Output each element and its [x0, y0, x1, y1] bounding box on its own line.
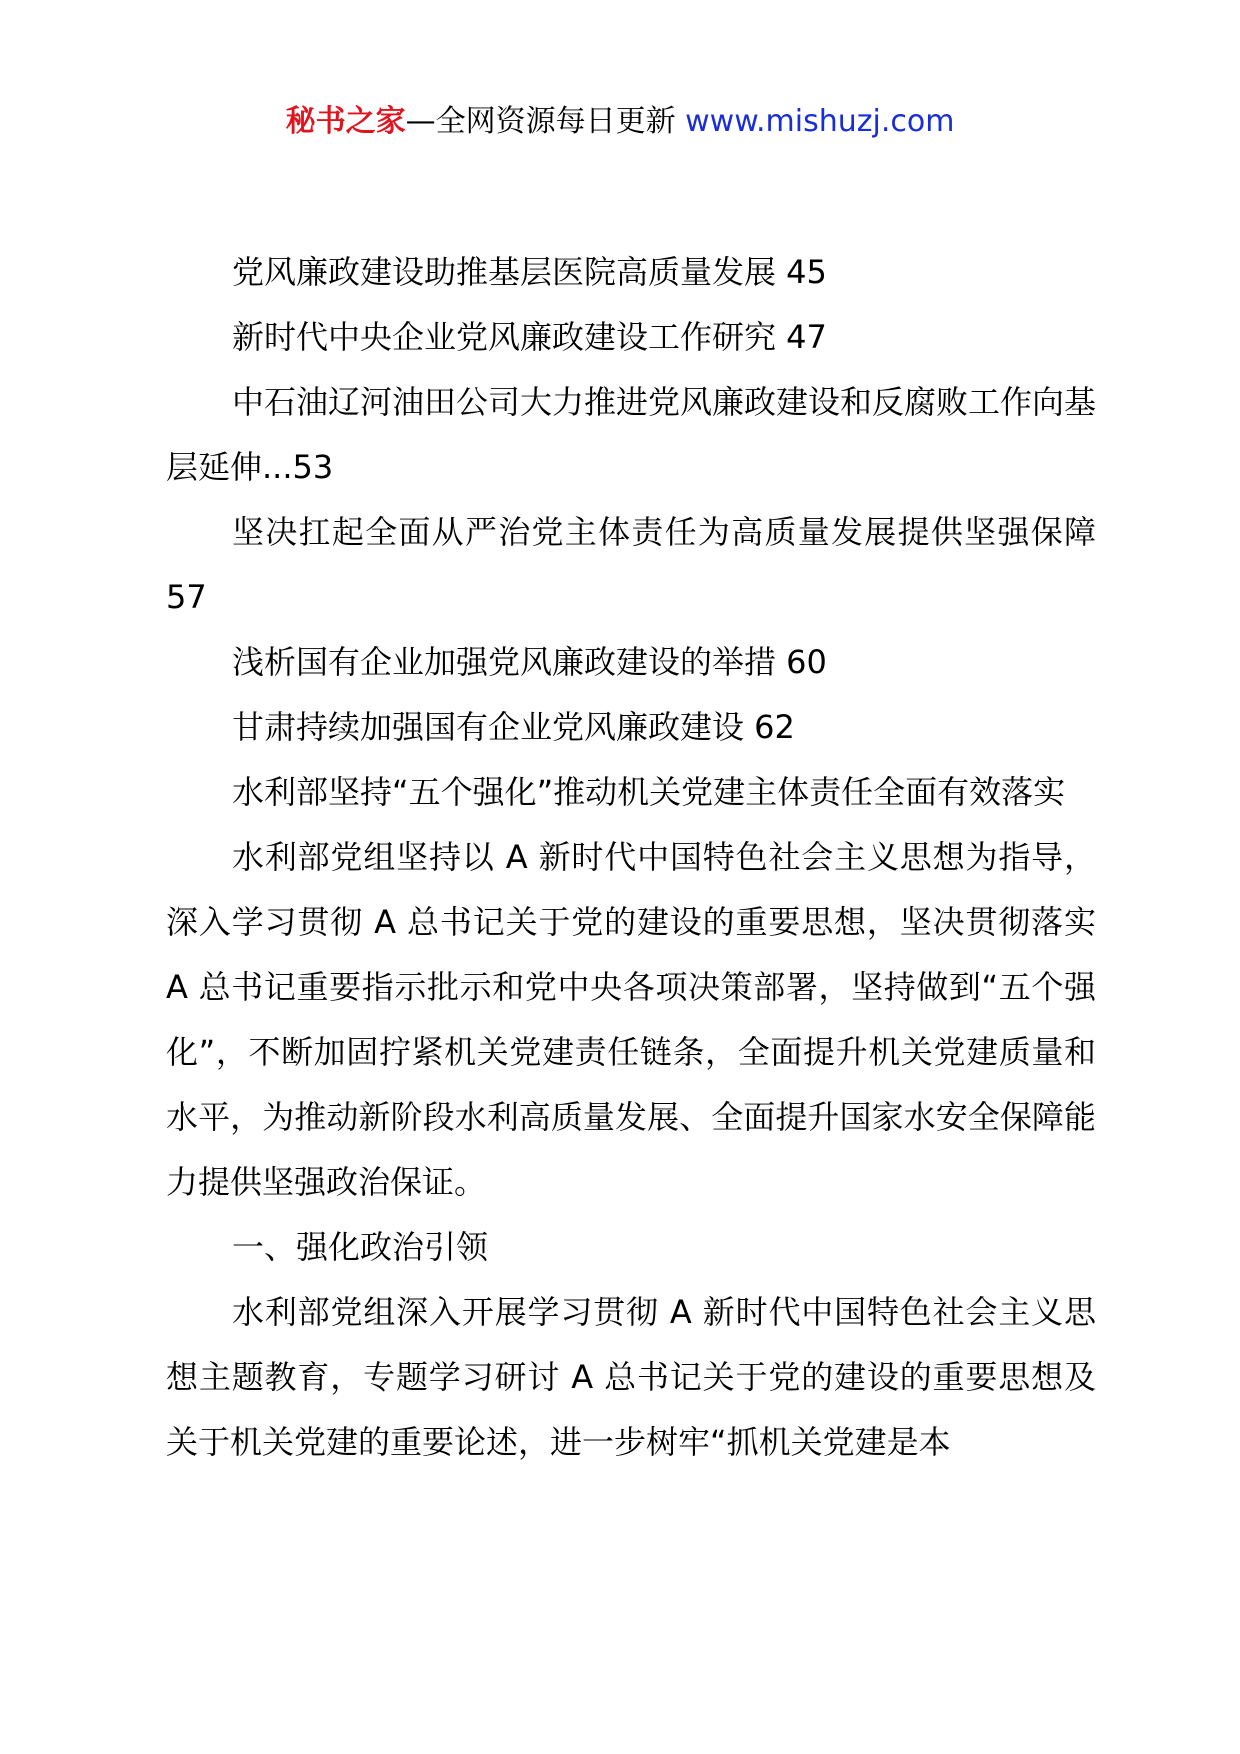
toc-entry-5: 浅析国有企业加强党风廉政建设的举措 60 — [232, 643, 827, 681]
toc-entry-3: 中石油辽河油田公司大力推进党风廉政建设和反腐败工作向基层延伸...53 — [166, 383, 1097, 486]
header-tagline: —全网资源每日更新 — [405, 104, 686, 139]
toc-entry-6: 甘肃持续加强国有企业党风廉政建设 62 — [232, 708, 795, 746]
section-heading: 一、强化政治引领 — [232, 1228, 489, 1266]
website-link[interactable]: www.mishuzj.com — [685, 104, 955, 139]
document-body — [166, 240, 1096, 1475]
toc-entry-4: 坚决扛起全面从严治党主体责任为高质量发展提供坚强保障 57 — [166, 513, 1096, 616]
article-title: 水利部坚持“五个强化”推动机关党建主体责任全面有效落实 — [232, 773, 1066, 811]
section-paragraph: 水利部党组深入开展学习贯彻 A 新时代中国特色社会主义思想主题教育，专题学习研讨 A 总书记关于党的建设的重要思想及关于机关党建的重要论述，进一步树牢“抓机关党建是本 — [166, 1293, 1096, 1461]
brand-name: 秘书之家 — [285, 104, 406, 139]
toc-entry-1: 党风廉政建设助推基层医院高质量发展 45 — [232, 253, 827, 291]
article-intro-paragraph: 水利部党组坚持以 A 新时代中国特色社会主义思想为指导，深入学习贯彻 A 总书记关于党的建设的重要思想，坚决贯彻落实 A 总书记重要指示批示和党中央各项决策部署，坚持做到“五个强化”，不断加固拧紧机关党建责任链条，全面提升机关党建质量和水平，为推动新阶段水利高质量发展、全面提升国家水安全保障能力提供坚强政治保证。 — [166, 838, 1096, 1201]
page-header — [0, 100, 1240, 144]
toc-entry-2: 新时代中央企业党风廉政建设工作研究 47 — [232, 318, 827, 356]
